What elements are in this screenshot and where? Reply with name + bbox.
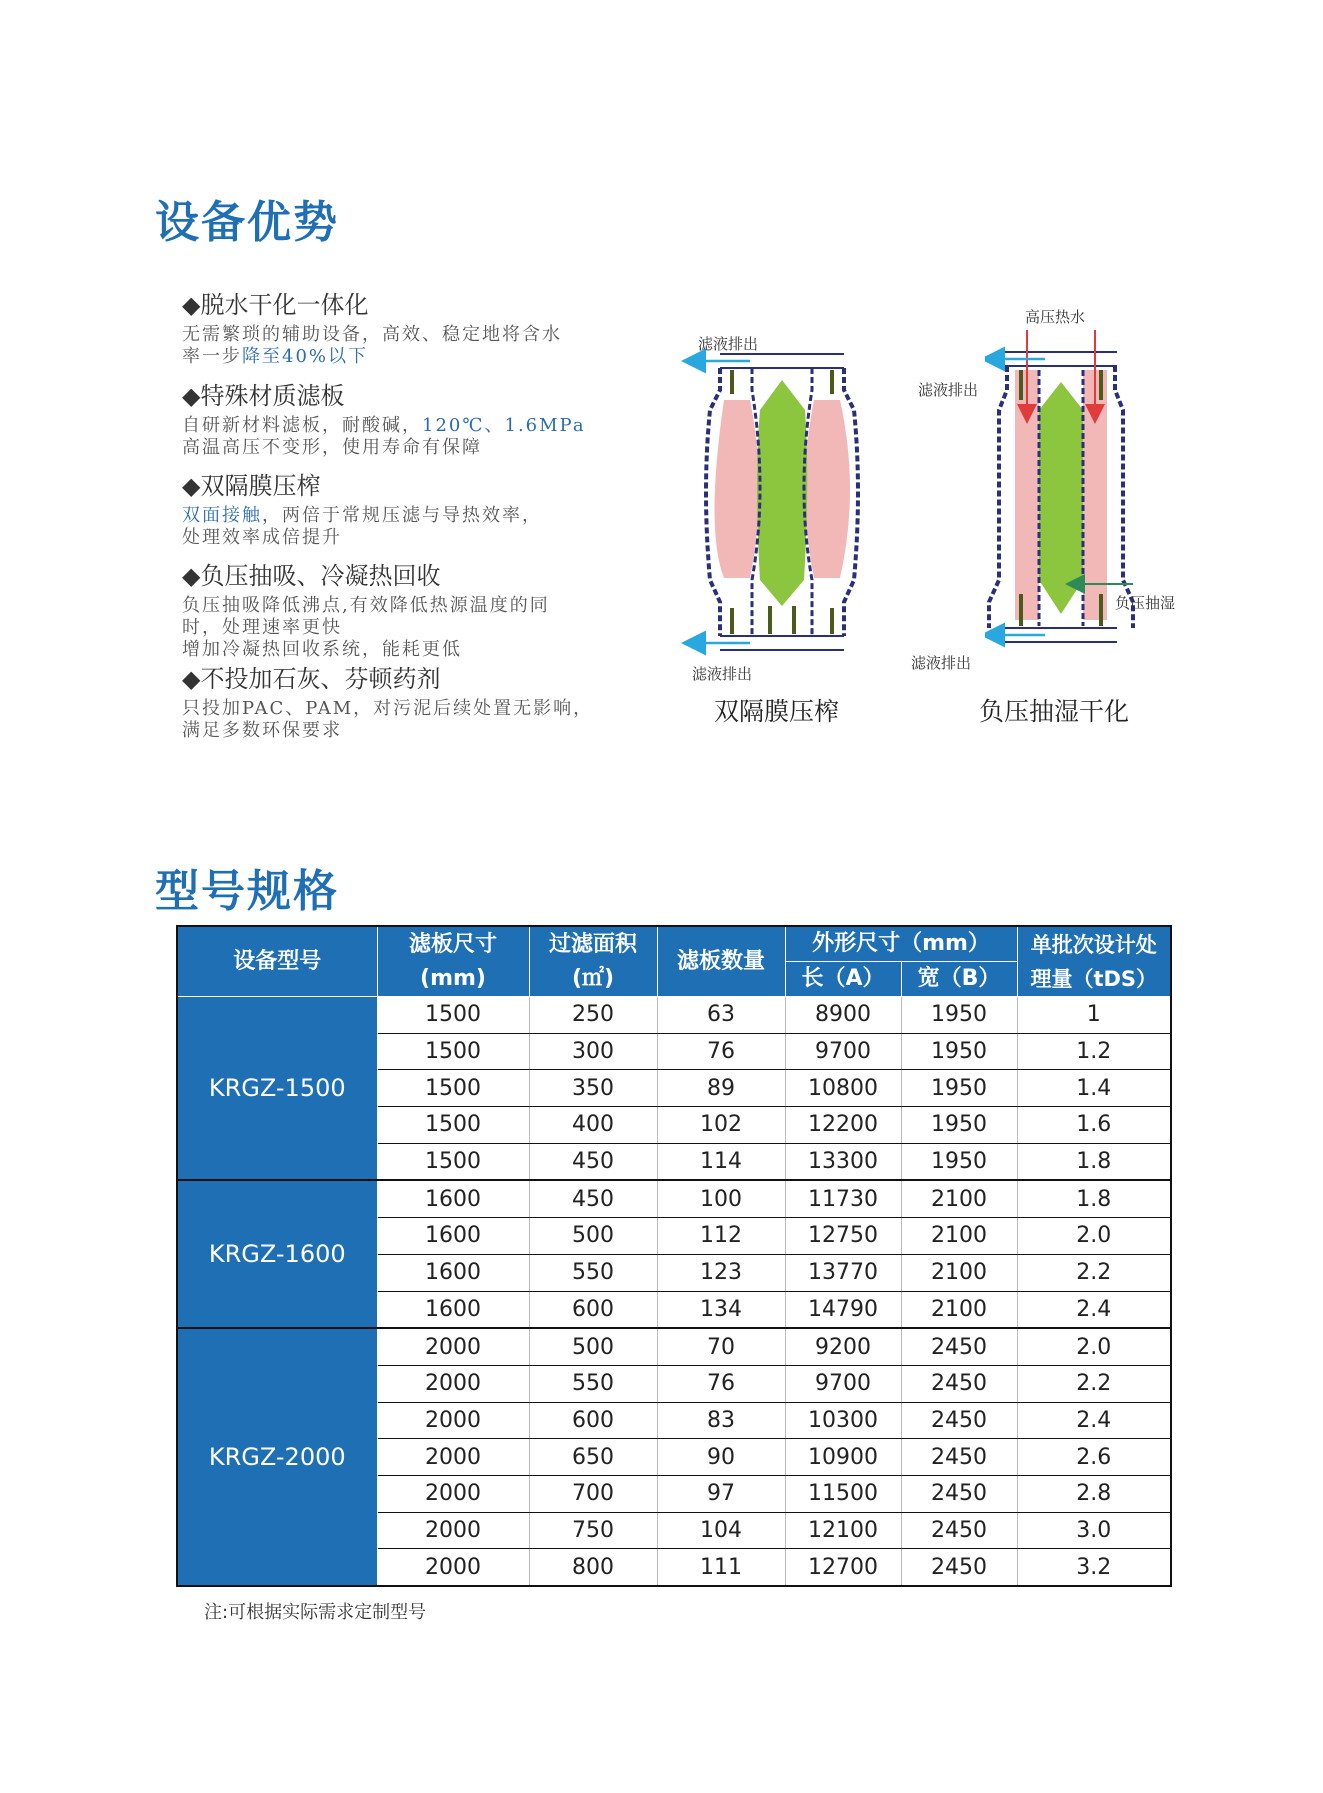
capacity-cell: 2.8 <box>1017 1475 1171 1512</box>
capacity-cell: 1.2 <box>1017 1033 1171 1070</box>
negative-pressure-illustration <box>985 330 1135 670</box>
advantage-description-line <box>182 595 622 617</box>
capacity-cell: 2.4 <box>1017 1402 1171 1439</box>
plate-size-cell: 1500 <box>377 1070 529 1107</box>
diagram-left-bottom-label: 滤液排出 <box>692 665 753 683</box>
filter-area-cell: 450 <box>529 1180 657 1217</box>
header-capacity: 单批次设计处 理量（tDS） <box>1017 926 1171 997</box>
length-cell: 14790 <box>785 1291 901 1328</box>
plate-count-cell: 70 <box>657 1328 785 1365</box>
width-cell: 2450 <box>901 1365 1017 1402</box>
header-dimensions: 外形尺寸（mm） <box>785 926 1017 962</box>
advantage-description-line <box>182 720 622 742</box>
plate-size-cell: 2000 <box>377 1475 529 1512</box>
plate-size-cell: 1500 <box>377 1143 529 1180</box>
plate-count-cell: 76 <box>657 1365 785 1402</box>
width-cell: 2100 <box>901 1291 1017 1328</box>
advantage-heading: ◆负压抽吸、冷凝热回收 <box>182 562 441 590</box>
section-title-specs: 型号规格 <box>155 866 339 917</box>
plate-size-cell: 2000 <box>377 1549 529 1586</box>
capacity-cell: 3.2 <box>1017 1549 1171 1586</box>
plate-count-cell: 134 <box>657 1291 785 1328</box>
description-text: 无需繁琐的辅助设备，高效、稳定地将含水 <box>182 324 562 345</box>
filter-area-cell: 250 <box>529 997 657 1034</box>
width-cell: 2100 <box>901 1180 1017 1217</box>
filter-area-cell: 400 <box>529 1107 657 1144</box>
plate-count-cell: 111 <box>657 1549 785 1586</box>
filter-area-cell: 800 <box>529 1549 657 1586</box>
double-diaphragm-illustration <box>680 330 880 680</box>
length-cell: 10300 <box>785 1402 901 1439</box>
header-plate-count: 滤板数量 <box>657 926 785 997</box>
diagram-negative-pressure <box>985 330 1135 670</box>
description-text: 只投加PAC、PAM，对污泥后续处置无影响， <box>182 698 594 719</box>
length-cell: 13300 <box>785 1143 901 1180</box>
advantage-description-line <box>182 639 622 661</box>
advantage-item <box>182 381 622 459</box>
advantage-description-line <box>182 437 622 459</box>
diagram-right-caption: 负压抽湿干化 <box>979 697 1130 726</box>
length-cell: 11500 <box>785 1475 901 1512</box>
width-cell: 2100 <box>901 1254 1017 1291</box>
width-cell: 2450 <box>901 1512 1017 1549</box>
filter-area-cell: 700 <box>529 1475 657 1512</box>
length-cell: 8900 <box>785 997 901 1034</box>
advantage-description-line <box>182 617 622 639</box>
plate-count-cell: 76 <box>657 1033 785 1070</box>
width-cell: 1950 <box>901 997 1017 1034</box>
capacity-cell: 2.0 <box>1017 1328 1171 1365</box>
width-cell: 2450 <box>901 1328 1017 1365</box>
model-cell: KRGZ-2000 <box>177 1328 377 1586</box>
length-cell: 9700 <box>785 1033 901 1070</box>
advantage-description-line <box>182 505 622 527</box>
diagram-left-top-label: 滤液排出 <box>698 335 759 353</box>
description-text: 负压抽吸降低沸点,有效降低热源温度的同 <box>182 595 550 616</box>
width-cell: 2450 <box>901 1549 1017 1586</box>
description-text: 增加冷凝热回收系统，能耗更低 <box>182 639 462 660</box>
description-text: 时，处理速率更快 <box>182 617 342 638</box>
advantage-description-line <box>182 698 622 720</box>
header-length: 长（A） <box>785 962 901 997</box>
plate-count-cell: 97 <box>657 1475 785 1512</box>
advantage-heading: ◆不投加石灰、芬顿药剂 <box>182 665 441 693</box>
spec-table <box>176 925 1172 1587</box>
advantage-description-line <box>182 527 622 549</box>
table-row <box>177 997 1171 1034</box>
highlight-text: 双面接触 <box>182 505 262 526</box>
plate-size-cell: 1600 <box>377 1254 529 1291</box>
plate-count-cell: 63 <box>657 997 785 1034</box>
length-cell: 13770 <box>785 1254 901 1291</box>
plate-size-cell: 2000 <box>377 1512 529 1549</box>
filter-area-cell: 300 <box>529 1033 657 1070</box>
length-cell: 12100 <box>785 1512 901 1549</box>
advantage-heading: ◆特殊材质滤板 <box>182 382 345 410</box>
advantage-heading: ◆双隔膜压榨 <box>182 472 321 500</box>
header-plate-size: 滤板尺寸 (mm) <box>377 926 529 997</box>
filter-area-cell: 500 <box>529 1328 657 1365</box>
description-text: ，两倍于常规压滤与导热效率， <box>262 505 542 526</box>
filter-area-cell: 550 <box>529 1254 657 1291</box>
plate-size-cell: 2000 <box>377 1402 529 1439</box>
plate-size-cell: 1600 <box>377 1291 529 1328</box>
diagram-right-bottom-label: 滤液排出 <box>911 654 972 672</box>
plate-size-cell: 2000 <box>377 1439 529 1476</box>
description-text: 自研新材料滤板，耐酸碱， <box>182 415 422 436</box>
capacity-cell: 1.8 <box>1017 1180 1171 1217</box>
spec-table-body <box>177 997 1171 1587</box>
description-text: 处理效率成倍提升 <box>182 527 342 548</box>
plate-count-cell: 123 <box>657 1254 785 1291</box>
plate-size-cell: 1600 <box>377 1218 529 1255</box>
table-row <box>177 1328 1171 1365</box>
plate-count-cell: 114 <box>657 1143 785 1180</box>
length-cell: 12700 <box>785 1549 901 1586</box>
length-cell: 10900 <box>785 1439 901 1476</box>
model-cell: KRGZ-1500 <box>177 997 377 1181</box>
capacity-cell: 2.4 <box>1017 1291 1171 1328</box>
capacity-cell: 2.2 <box>1017 1254 1171 1291</box>
capacity-cell: 2.0 <box>1017 1218 1171 1255</box>
table-row <box>177 1180 1171 1217</box>
header-filter-area: 过滤面积 (㎡) <box>529 926 657 997</box>
header-model: 设备型号 <box>177 926 377 997</box>
plate-count-cell: 104 <box>657 1512 785 1549</box>
advantage-item <box>182 664 622 742</box>
diagram-right-side-label: 负压抽湿 <box>1115 594 1176 612</box>
plate-size-cell: 1500 <box>377 997 529 1034</box>
advantage-item <box>182 561 622 661</box>
highlight-text: 120℃、1.6MPa <box>422 415 586 436</box>
length-cell: 12750 <box>785 1218 901 1255</box>
capacity-cell: 1.6 <box>1017 1107 1171 1144</box>
footnote: 注:可根据实际需求定制型号 <box>204 1602 427 1623</box>
filter-area-cell: 650 <box>529 1439 657 1476</box>
filter-area-cell: 600 <box>529 1402 657 1439</box>
advantage-item <box>182 471 622 549</box>
width-cell: 1950 <box>901 1033 1017 1070</box>
width-cell: 1950 <box>901 1107 1017 1144</box>
plate-size-cell: 2000 <box>377 1365 529 1402</box>
plate-count-cell: 89 <box>657 1070 785 1107</box>
diagram-right-mid-label: 滤液排出 <box>918 381 979 399</box>
width-cell: 1950 <box>901 1070 1017 1107</box>
width-cell: 2450 <box>901 1439 1017 1476</box>
width-cell: 2100 <box>901 1218 1017 1255</box>
filter-area-cell: 750 <box>529 1512 657 1549</box>
advantage-description-line <box>182 346 622 368</box>
length-cell: 12200 <box>785 1107 901 1144</box>
capacity-cell: 1 <box>1017 997 1171 1034</box>
filter-area-cell: 350 <box>529 1070 657 1107</box>
advantage-description-line <box>182 324 622 346</box>
filter-area-cell: 550 <box>529 1365 657 1402</box>
plate-size-cell: 1600 <box>377 1180 529 1217</box>
plate-count-cell: 83 <box>657 1402 785 1439</box>
plate-size-cell: 2000 <box>377 1328 529 1365</box>
plate-count-cell: 100 <box>657 1180 785 1217</box>
width-cell: 2450 <box>901 1402 1017 1439</box>
description-text: 满足多数环保要求 <box>182 720 342 741</box>
length-cell: 10800 <box>785 1070 901 1107</box>
diagram-right-top-label: 高压热水 <box>1025 308 1086 326</box>
filter-area-cell: 450 <box>529 1143 657 1180</box>
capacity-cell: 3.0 <box>1017 1512 1171 1549</box>
plate-size-cell: 1500 <box>377 1107 529 1144</box>
capacity-cell: 1.8 <box>1017 1143 1171 1180</box>
header-width: 宽（B） <box>901 962 1017 997</box>
plate-count-cell: 102 <box>657 1107 785 1144</box>
capacity-cell: 2.6 <box>1017 1439 1171 1476</box>
advantage-heading: ◆脱水干化一体化 <box>182 291 369 319</box>
advantage-item <box>182 290 622 368</box>
plate-size-cell: 1500 <box>377 1033 529 1070</box>
capacity-cell: 1.4 <box>1017 1070 1171 1107</box>
plate-count-cell: 90 <box>657 1439 785 1476</box>
section-title-advantages: 设备优势 <box>155 197 339 248</box>
description-text: 高温高压不变形，使用寿命有保障 <box>182 437 482 458</box>
highlight-text: 降至40%以下 <box>242 346 369 367</box>
diagram-left-caption: 双隔膜压榨 <box>714 697 840 726</box>
advantage-description-line <box>182 415 622 437</box>
filter-area-cell: 500 <box>529 1218 657 1255</box>
length-cell: 11730 <box>785 1180 901 1217</box>
width-cell: 1950 <box>901 1143 1017 1180</box>
diagram-double-diaphragm <box>680 330 880 680</box>
description-text: 率一步 <box>182 346 242 367</box>
capacity-cell: 2.2 <box>1017 1365 1171 1402</box>
filter-area-cell: 600 <box>529 1291 657 1328</box>
plate-count-cell: 112 <box>657 1218 785 1255</box>
length-cell: 9700 <box>785 1365 901 1402</box>
model-cell: KRGZ-1600 <box>177 1180 377 1328</box>
length-cell: 9200 <box>785 1328 901 1365</box>
width-cell: 2450 <box>901 1475 1017 1512</box>
